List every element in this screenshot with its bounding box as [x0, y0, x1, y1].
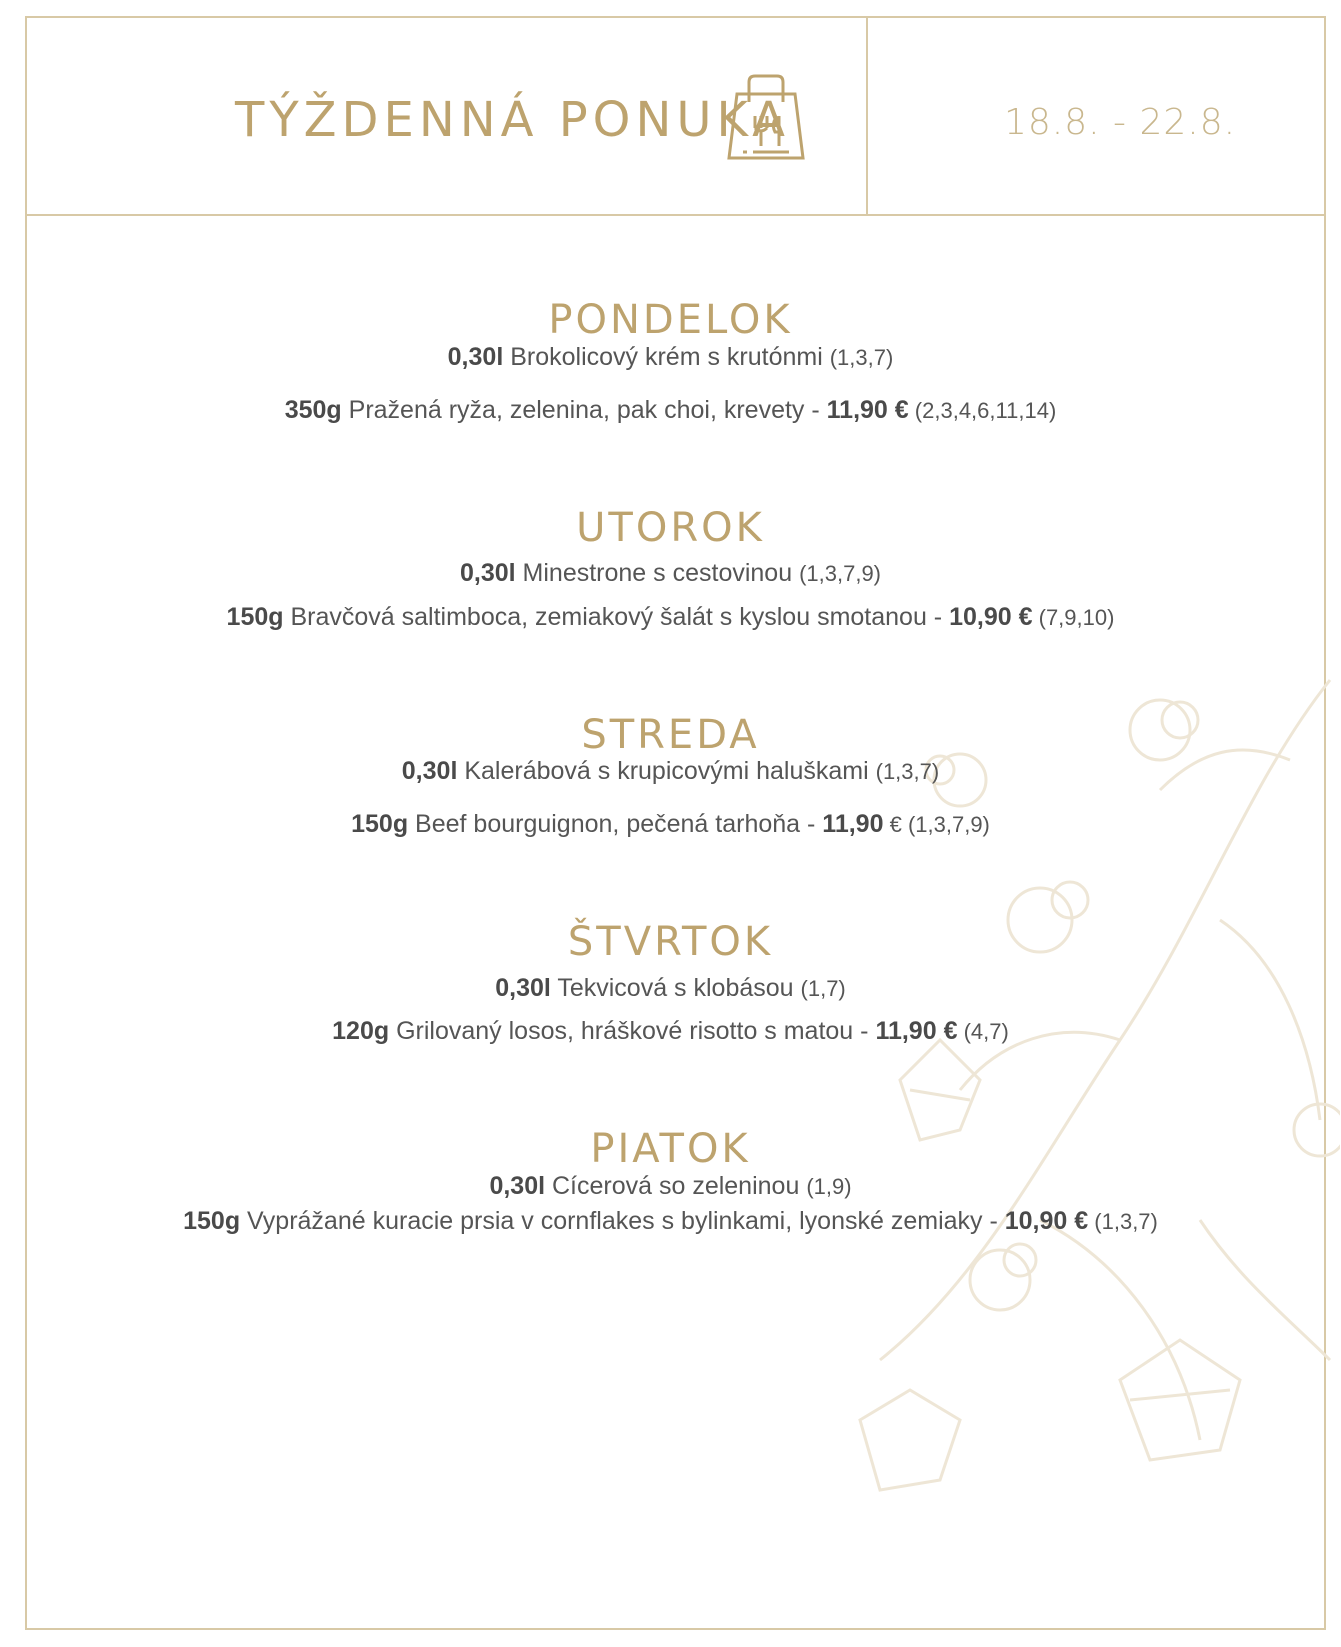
soup-allergens: (1,7): [800, 976, 846, 1001]
header-divider-vertical: [866, 16, 868, 215]
main-price: 11,90 €: [875, 1017, 958, 1045]
main-price: 10,90 €: [1004, 1207, 1089, 1235]
day-heading-thursday: ŠTVRTOK: [567, 919, 774, 965]
soup-line-friday: [0, 1170, 1341, 1203]
main-allergens: (7,9,10): [1032, 605, 1115, 630]
soup-allergens: (1,3,7): [829, 345, 894, 370]
main-line-thursday: [0, 1015, 1341, 1048]
main-quantity: 150g: [183, 1207, 241, 1235]
soup-line-wednesday: [0, 755, 1341, 788]
main-line-friday: [0, 1205, 1341, 1238]
soup-quantity: 0,30l: [489, 1172, 546, 1200]
main-price: 11,90: [822, 810, 884, 838]
main-quantity: 350g: [284, 396, 342, 424]
day-heading-tuesday: UTOROK: [576, 505, 765, 551]
main-name: Vyprážané kuracie prsia v cornflakes s bylinkami, lyonské zemiaky -: [240, 1207, 1005, 1235]
soup-line-thursday: [0, 972, 1341, 1005]
main-quantity: 150g: [351, 810, 409, 838]
takeaway-bag-cutlery-icon: [725, 72, 807, 164]
soup-allergens: (1,3,7,9): [799, 561, 882, 586]
main-quantity: 120g: [332, 1017, 390, 1045]
main-price: 10,90 €: [949, 603, 1033, 631]
main-allergens: (2,3,4,6,11,14): [908, 398, 1057, 423]
soup-allergens: (1,3,7): [875, 759, 940, 784]
day-heading-monday: PONDELOK: [548, 297, 793, 343]
day-heading-wednesday: STREDA: [581, 712, 760, 758]
main-name: Beef bourguignon, pečená tarhoňa -: [408, 810, 823, 838]
main-name: Pražená ryža, zelenina, pak choi, krevety -: [341, 396, 827, 424]
main-name: Bravčová saltimboca, zemiakový šalát s kyslou smotanou -: [283, 603, 950, 631]
header-divider-horizontal: [25, 214, 1326, 216]
main-line-monday: [0, 394, 1341, 427]
main-allergens: (1,3,7): [1088, 1209, 1158, 1234]
soup-quantity: 0,30l: [459, 559, 516, 587]
soup-name: Brokolicový krém s krutónmi: [503, 343, 830, 371]
main-quantity: 150g: [226, 603, 284, 631]
page-title: TÝŽDENNÁ PONUKA: [235, 92, 790, 148]
soup-line-monday: [0, 341, 1341, 374]
main-name: Grilovaný losos, hráškové risotto s matou -: [389, 1017, 876, 1045]
main-allergens: € (1,3,7,9): [883, 812, 990, 837]
soup-allergens: (1,9): [806, 1174, 852, 1199]
day-heading-friday: PIATOK: [590, 1126, 751, 1172]
soup-quantity: 0,30l: [447, 343, 504, 371]
main-allergens: (4,7): [957, 1019, 1009, 1044]
main-line-wednesday: [0, 808, 1341, 841]
main-line-tuesday: [0, 601, 1341, 634]
soup-name: Cícerová so zeleninou: [545, 1172, 807, 1200]
date-range: 18.8. - 22.8.: [1004, 102, 1237, 143]
soup-name: Kalerábová s krupicovými haluškami: [457, 757, 876, 785]
floral-decoration-icon: [820, 660, 1340, 1540]
soup-quantity: 0,30l: [401, 757, 458, 785]
soup-name: Tekvicová s klobásou: [550, 974, 801, 1002]
soup-line-tuesday: [0, 557, 1341, 590]
main-price: 11,90 €: [826, 396, 909, 424]
soup-quantity: 0,30l: [495, 974, 551, 1002]
soup-name: Minestrone s cestovinou: [515, 559, 800, 587]
